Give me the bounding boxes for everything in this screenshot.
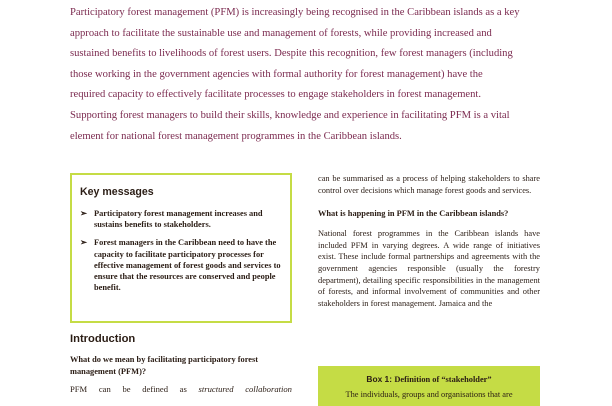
box1-label: Box 1: (366, 374, 393, 384)
introduction-subheading: What do we mean by facilitating participatory forest management (PFM)? (70, 355, 259, 376)
intro-line: sustained benefits to livelihoods of forest users. Despite this recognition, few forest managers (including (70, 48, 513, 60)
intro-line: Supporting forest managers to build their skills, knowledge and experience in facilitating PFM is a vital (70, 109, 510, 121)
intro-line: element for national forest management programmes in the Caribbean islands. (70, 130, 402, 142)
key-messages-list (80, 208, 282, 293)
pfm-definition-italic: structured collaboration (198, 384, 292, 394)
box1-title-text: Definition of “stakeholder” (394, 375, 492, 384)
box1-text: The individuals, groups and organisations that are (345, 390, 513, 399)
intro-paragraph (70, 3, 550, 147)
key-message-text: Forest managers in the Caribbean need to have the capacity to facilitate participatory processes for effective management of forest goods and services to ensure that the resources are conserved and people benefit. (94, 238, 281, 293)
right-column (318, 173, 540, 310)
pfm-definition-start: PFM can be defined as (70, 384, 187, 394)
key-message-item (80, 208, 282, 230)
intro-line: approach to facilitate the sustainable use and management of forests, while providing increased and (70, 27, 492, 39)
box1-title (318, 374, 540, 384)
key-messages-title: Key messages (80, 186, 154, 198)
right-column-heading: What is happening in PFM in the Caribbean islands? (318, 209, 509, 219)
pfm-definition-text (70, 384, 292, 396)
right-paragraph-1: can be summarised as a process of helping stakeholders to share control over decisions which manage forest goods and services. (318, 174, 540, 195)
key-message-item (80, 237, 282, 293)
key-message-text: Participatory forest management increases and sustains benefits to stakeholders. (94, 209, 263, 230)
intro-line: those working in the government agencies with formal authority for forest management) have the (70, 68, 483, 80)
arrow-bullet-icon: ➢ (80, 238, 88, 248)
right-paragraph-2: National forest programmes in the Caribbean islands have included PFM in varying degrees. A wide range of initiatives exist. These include formal partnerships and agreements with the government agencies responsible (usually the forestry department), detailing specific responsibilities in the management of forests, and informal involvement of communities and other stakeholders in forest management. Jamaica and the (318, 228, 540, 309)
box1-definition (318, 366, 540, 406)
arrow-bullet-icon: ➢ (80, 209, 88, 218)
intro-line: required capacity to effectively facilitate processes to engage stakeholders in forest management. (70, 89, 482, 101)
introduction-heading: Introduction (70, 333, 136, 345)
key-messages-box (70, 173, 292, 323)
intro-line: Participatory forest management (PFM) is increasingly being recognised in the Caribbean islands as a key (70, 7, 520, 18)
